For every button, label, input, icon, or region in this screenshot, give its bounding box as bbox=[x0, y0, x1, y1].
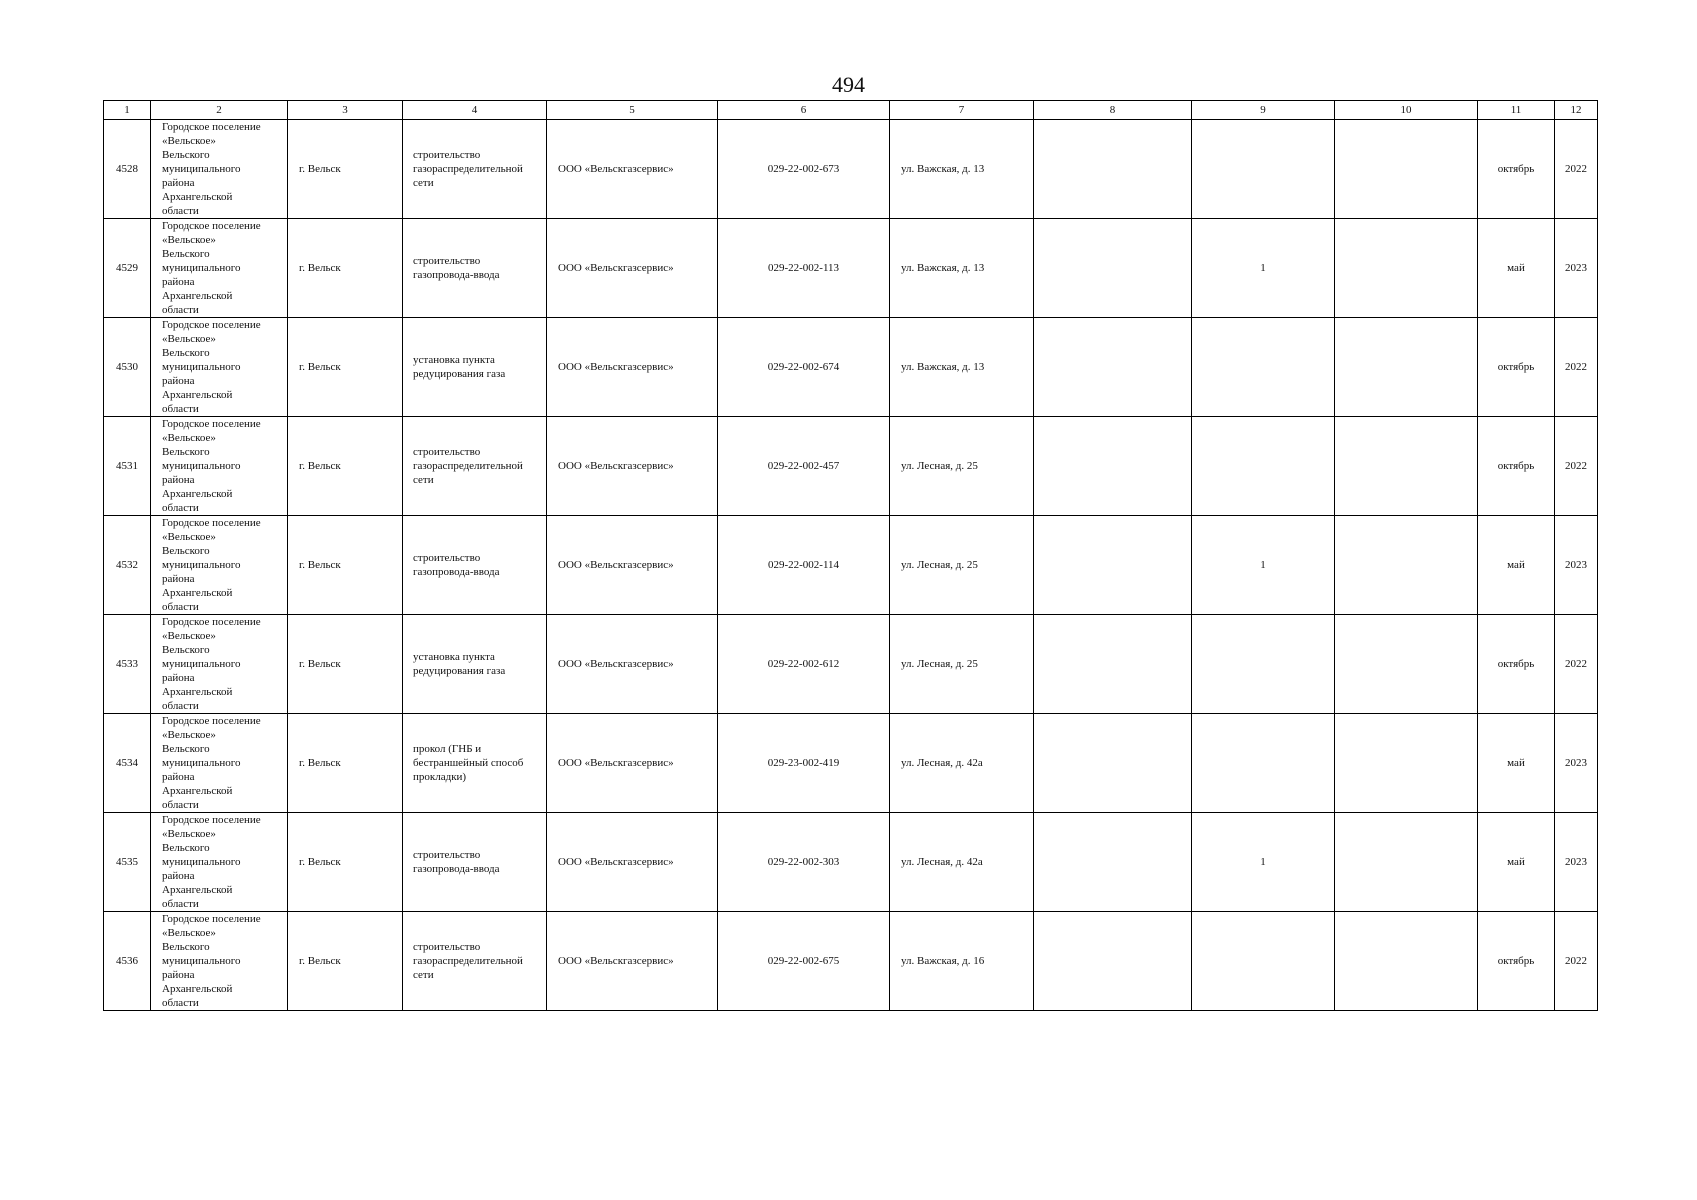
cell-col10 bbox=[1335, 714, 1478, 813]
cell-year: 2022 bbox=[1555, 912, 1598, 1011]
cell-id: 4535 bbox=[104, 813, 151, 912]
table-row bbox=[104, 813, 1598, 912]
cell-code: 029-22-002-675 bbox=[718, 912, 890, 1011]
table-row bbox=[104, 912, 1598, 1011]
cell-id: 4528 bbox=[104, 120, 151, 219]
cell-work-type: строительство газопровода-ввода bbox=[403, 219, 547, 318]
cell-col8 bbox=[1034, 714, 1192, 813]
cell-code: 029-22-002-673 bbox=[718, 120, 890, 219]
cell-month: октябрь bbox=[1478, 417, 1555, 516]
cell-year: 2023 bbox=[1555, 714, 1598, 813]
cell-locality: г. Вельск bbox=[288, 516, 403, 615]
column-header-11: 11 bbox=[1478, 101, 1555, 120]
table-row bbox=[104, 615, 1598, 714]
cell-col9 bbox=[1192, 318, 1335, 417]
table-row bbox=[104, 714, 1598, 813]
cell-address: ул. Важская, д. 16 bbox=[890, 912, 1034, 1011]
cell-work-type: строительство газопровода-ввода bbox=[403, 516, 547, 615]
cell-work-type: прокол (ГНБ и бестраншейный способ прокладки) bbox=[403, 714, 547, 813]
cell-month: октябрь bbox=[1478, 912, 1555, 1011]
cell-code: 029-22-002-113 bbox=[718, 219, 890, 318]
cell-col10 bbox=[1335, 516, 1478, 615]
cell-col9 bbox=[1192, 615, 1335, 714]
registry-table bbox=[103, 100, 1598, 1011]
table-row bbox=[104, 417, 1598, 516]
cell-col9: 1 bbox=[1192, 516, 1335, 615]
cell-col8 bbox=[1034, 813, 1192, 912]
cell-col8 bbox=[1034, 912, 1192, 1011]
cell-col8 bbox=[1034, 120, 1192, 219]
cell-work-type: строительство газораспределительной сети bbox=[403, 417, 547, 516]
cell-settlement: Городское поселение «Вельское» Вельского муниципального района Архангельской области bbox=[151, 417, 288, 516]
cell-code: 029-22-002-457 bbox=[718, 417, 890, 516]
cell-year: 2023 bbox=[1555, 813, 1598, 912]
cell-col10 bbox=[1335, 120, 1478, 219]
cell-locality: г. Вельск bbox=[288, 417, 403, 516]
cell-code: 029-23-002-419 bbox=[718, 714, 890, 813]
page-number: 494 bbox=[832, 72, 865, 97]
cell-locality: г. Вельск bbox=[288, 318, 403, 417]
cell-col9 bbox=[1192, 417, 1335, 516]
cell-settlement: Городское поселение «Вельское» Вельского муниципального района Архангельской области bbox=[151, 813, 288, 912]
cell-col10 bbox=[1335, 219, 1478, 318]
table-row bbox=[104, 318, 1598, 417]
cell-address: ул. Лесная, д. 25 bbox=[890, 516, 1034, 615]
cell-address: ул. Важская, д. 13 bbox=[890, 318, 1034, 417]
cell-organization: ООО «Вельскгазсервис» bbox=[547, 417, 718, 516]
cell-month: октябрь bbox=[1478, 120, 1555, 219]
column-header-4: 4 bbox=[403, 101, 547, 120]
column-header-5: 5 bbox=[547, 101, 718, 120]
cell-year: 2022 bbox=[1555, 615, 1598, 714]
column-header-7: 7 bbox=[890, 101, 1034, 120]
cell-month: май bbox=[1478, 813, 1555, 912]
cell-work-type: установка пункта редуцирования газа bbox=[403, 615, 547, 714]
cell-col8 bbox=[1034, 417, 1192, 516]
cell-id: 4532 bbox=[104, 516, 151, 615]
cell-col9 bbox=[1192, 912, 1335, 1011]
cell-locality: г. Вельск bbox=[288, 615, 403, 714]
cell-month: май bbox=[1478, 219, 1555, 318]
cell-col8 bbox=[1034, 516, 1192, 615]
cell-col10 bbox=[1335, 417, 1478, 516]
cell-organization: ООО «Вельскгазсервис» bbox=[547, 813, 718, 912]
column-header-1: 1 bbox=[104, 101, 151, 120]
cell-settlement: Городское поселение «Вельское» Вельского муниципального района Архангельской области bbox=[151, 219, 288, 318]
cell-address: ул. Важская, д. 13 bbox=[890, 219, 1034, 318]
cell-col10 bbox=[1335, 912, 1478, 1011]
cell-address: ул. Лесная, д. 25 bbox=[890, 417, 1034, 516]
cell-col9: 1 bbox=[1192, 219, 1335, 318]
cell-year: 2023 bbox=[1555, 516, 1598, 615]
cell-col8 bbox=[1034, 318, 1192, 417]
cell-organization: ООО «Вельскгазсервис» bbox=[547, 714, 718, 813]
cell-month: май bbox=[1478, 516, 1555, 615]
cell-locality: г. Вельск bbox=[288, 813, 403, 912]
cell-col9 bbox=[1192, 120, 1335, 219]
cell-id: 4529 bbox=[104, 219, 151, 318]
cell-id: 4530 bbox=[104, 318, 151, 417]
cell-col10 bbox=[1335, 615, 1478, 714]
cell-address: ул. Лесная, д. 42а bbox=[890, 714, 1034, 813]
cell-code: 029-22-002-303 bbox=[718, 813, 890, 912]
cell-code: 029-22-002-674 bbox=[718, 318, 890, 417]
column-header-2: 2 bbox=[151, 101, 288, 120]
column-header-8: 8 bbox=[1034, 101, 1192, 120]
cell-locality: г. Вельск bbox=[288, 912, 403, 1011]
cell-organization: ООО «Вельскгазсервис» bbox=[547, 219, 718, 318]
cell-organization: ООО «Вельскгазсервис» bbox=[547, 318, 718, 417]
cell-col9 bbox=[1192, 714, 1335, 813]
cell-year: 2022 bbox=[1555, 120, 1598, 219]
cell-settlement: Городское поселение «Вельское» Вельского муниципального района Архангельской области bbox=[151, 516, 288, 615]
cell-address: ул. Лесная, д. 25 bbox=[890, 615, 1034, 714]
cell-organization: ООО «Вельскгазсервис» bbox=[547, 516, 718, 615]
table-body bbox=[104, 120, 1598, 1011]
cell-col8 bbox=[1034, 615, 1192, 714]
cell-address: ул. Лесная, д. 42а bbox=[890, 813, 1034, 912]
cell-col10 bbox=[1335, 813, 1478, 912]
cell-settlement: Городское поселение «Вельское» Вельского муниципального района Архангельской области bbox=[151, 318, 288, 417]
cell-locality: г. Вельск bbox=[288, 714, 403, 813]
column-header-6: 6 bbox=[718, 101, 890, 120]
cell-month: октябрь bbox=[1478, 318, 1555, 417]
cell-organization: ООО «Вельскгазсервис» bbox=[547, 120, 718, 219]
column-header-9: 9 bbox=[1192, 101, 1335, 120]
cell-id: 4533 bbox=[104, 615, 151, 714]
cell-id: 4536 bbox=[104, 912, 151, 1011]
column-header-12: 12 bbox=[1555, 101, 1598, 120]
cell-settlement: Городское поселение «Вельское» Вельского муниципального района Архангельской области bbox=[151, 615, 288, 714]
cell-work-type: установка пункта редуцирования газа bbox=[403, 318, 547, 417]
cell-month: октябрь bbox=[1478, 615, 1555, 714]
cell-col10 bbox=[1335, 318, 1478, 417]
column-header-3: 3 bbox=[288, 101, 403, 120]
cell-work-type: строительство газопровода-ввода bbox=[403, 813, 547, 912]
cell-settlement: Городское поселение «Вельское» Вельского муниципального района Архангельской области bbox=[151, 912, 288, 1011]
column-header-10: 10 bbox=[1335, 101, 1478, 120]
table-row bbox=[104, 120, 1598, 219]
cell-year: 2022 bbox=[1555, 417, 1598, 516]
cell-code: 029-22-002-114 bbox=[718, 516, 890, 615]
cell-code: 029-22-002-612 bbox=[718, 615, 890, 714]
cell-locality: г. Вельск bbox=[288, 219, 403, 318]
cell-work-type: строительство газораспределительной сети bbox=[403, 120, 547, 219]
cell-address: ул. Важская, д. 13 bbox=[890, 120, 1034, 219]
cell-col8 bbox=[1034, 219, 1192, 318]
cell-organization: ООО «Вельскгазсервис» bbox=[547, 615, 718, 714]
cell-month: май bbox=[1478, 714, 1555, 813]
cell-id: 4534 bbox=[104, 714, 151, 813]
column-number-row bbox=[104, 101, 1598, 120]
table-row bbox=[104, 516, 1598, 615]
cell-settlement: Городское поселение «Вельское» Вельского муниципального района Архангельской области bbox=[151, 120, 288, 219]
cell-id: 4531 bbox=[104, 417, 151, 516]
cell-settlement: Городское поселение «Вельское» Вельского муниципального района Архангельской области bbox=[151, 714, 288, 813]
cell-work-type: строительство газораспределительной сети bbox=[403, 912, 547, 1011]
cell-year: 2022 bbox=[1555, 318, 1598, 417]
cell-year: 2023 bbox=[1555, 219, 1598, 318]
cell-col9: 1 bbox=[1192, 813, 1335, 912]
table-row bbox=[104, 219, 1598, 318]
cell-organization: ООО «Вельскгазсервис» bbox=[547, 912, 718, 1011]
cell-locality: г. Вельск bbox=[288, 120, 403, 219]
